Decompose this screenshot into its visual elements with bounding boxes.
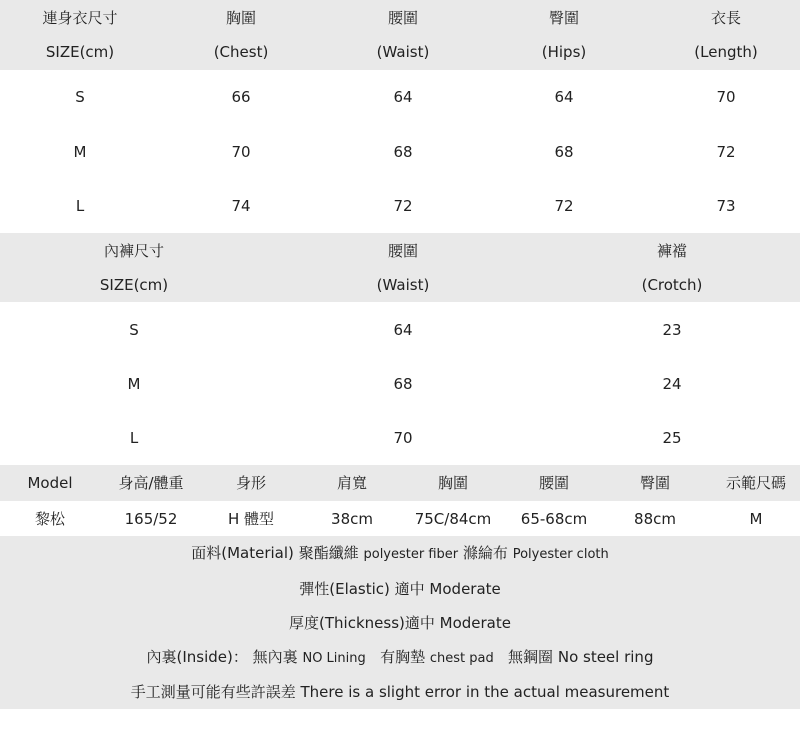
shorts-row-l-waist: 70 <box>393 429 413 447</box>
dress-row-s-length: 70 <box>716 88 736 106</box>
dress-row-m-chest: 70 <box>231 143 251 161</box>
dress-header-chest-cn: 胸圍 <box>225 9 257 27</box>
model-value-name: 黎松 <box>34 510 66 528</box>
dress-row-s-chest: 66 <box>231 88 251 106</box>
shorts-row-m-crotch: 24 <box>662 375 682 393</box>
no-lining-en: NO Lining <box>302 651 366 666</box>
material-line <box>0 544 800 564</box>
steel-ring-en: No steel ring <box>557 648 654 666</box>
dress-header-size-en: SIZE(cm) <box>45 43 115 61</box>
dress-row-m-length: 72 <box>716 143 736 161</box>
shorts-header-crotch-en: (Crotch) <box>641 276 703 294</box>
inside-line <box>0 648 800 668</box>
model-header-name: Model <box>27 474 73 492</box>
dress-header-length-en: (Length) <box>694 43 758 61</box>
shorts-header-waist-cn: 腰圍 <box>387 242 419 260</box>
steel-ring-cn: 無鋼圈 <box>508 648 554 666</box>
model-header-waist: 腰圍 <box>538 474 570 492</box>
dress-row-m-waist: 68 <box>393 143 413 161</box>
error-cn: 手工測量可能有些許誤差 <box>130 683 296 701</box>
material-cn: 聚酯纖維 <box>298 544 359 562</box>
model-header-size: 示範尺碼 <box>725 474 787 492</box>
dress-header-chest-en: (Chest) <box>213 43 269 61</box>
shorts-header-size-en: SIZE(cm) <box>99 276 169 294</box>
inside-label: 內裏(Inside)： <box>146 648 248 666</box>
shorts-row-l-crotch: 25 <box>662 429 682 447</box>
dress-header-length-cn: 衣長 <box>710 9 742 27</box>
model-value-chest: 75C/84cm <box>414 510 492 528</box>
thickness-line: 厚度(Thickness)適中 Moderate <box>289 614 511 632</box>
shorts-row-s-waist: 64 <box>393 321 413 339</box>
shorts-row-l-size: L <box>129 429 139 447</box>
model-value-height-weight: 165/52 <box>124 510 178 528</box>
model-value-body-type: H 體型 <box>227 510 275 528</box>
model-header-body-type: 身形 <box>235 474 267 492</box>
dress-header-hips-en: (Hips) <box>541 43 587 61</box>
dress-row-m-size: M <box>73 143 87 161</box>
material-cloth-cn: 滌綸布 <box>462 544 508 562</box>
shorts-row-s-size: S <box>129 321 139 339</box>
model-header-height-weight: 身高/體重 <box>118 474 184 492</box>
model-header-hips: 臀圍 <box>639 474 671 492</box>
chest-pad-cn: 有胸墊 <box>380 648 426 666</box>
dress-header-waist-cn: 腰圍 <box>387 9 419 27</box>
model-value-hips: 88cm <box>634 510 676 528</box>
material-label: 面料(Material) <box>191 544 294 562</box>
dress-row-l-size: L <box>75 197 85 215</box>
elastic-line: 彈性(Elastic) 適中 Moderate <box>299 580 501 598</box>
dress-header-hips-cn: 臀圍 <box>548 9 580 27</box>
model-header-chest: 胸圍 <box>437 474 469 492</box>
dress-header-size-cn: 連身衣尺寸 <box>42 9 118 27</box>
dress-header-waist-en: (Waist) <box>376 43 430 61</box>
dress-row-l-waist: 72 <box>393 197 413 215</box>
material-cloth-en: Polyester cloth <box>512 547 609 562</box>
model-value-shoulder: 38cm <box>331 510 373 528</box>
dress-row-l-length: 73 <box>716 197 736 215</box>
error-en: There is a slight error in the actual measurement <box>300 683 670 701</box>
dress-row-l-hips: 72 <box>554 197 574 215</box>
dress-row-s-size: S <box>75 88 85 106</box>
model-value-size: M <box>749 510 763 528</box>
shorts-header-crotch-cn: 褲襠 <box>656 242 688 260</box>
error-line <box>0 683 800 701</box>
shorts-header-waist-en: (Waist) <box>376 276 430 294</box>
chest-pad-en: chest pad <box>429 651 494 666</box>
dress-row-m-hips: 68 <box>554 143 574 161</box>
dress-row-s-hips: 64 <box>554 88 574 106</box>
shorts-header-size-cn: 內褲尺寸 <box>103 242 165 260</box>
shorts-row-m-waist: 68 <box>393 375 413 393</box>
dress-row-s-waist: 64 <box>393 88 413 106</box>
dress-row-l-chest: 74 <box>231 197 251 215</box>
shorts-row-m-size: M <box>127 375 141 393</box>
shorts-row-s-crotch: 23 <box>662 321 682 339</box>
no-lining-cn: 無內裏 <box>252 648 298 666</box>
model-value-waist: 65-68cm <box>520 510 588 528</box>
model-header-shoulder: 肩寬 <box>336 474 368 492</box>
material-en: polyester fiber <box>363 547 459 562</box>
